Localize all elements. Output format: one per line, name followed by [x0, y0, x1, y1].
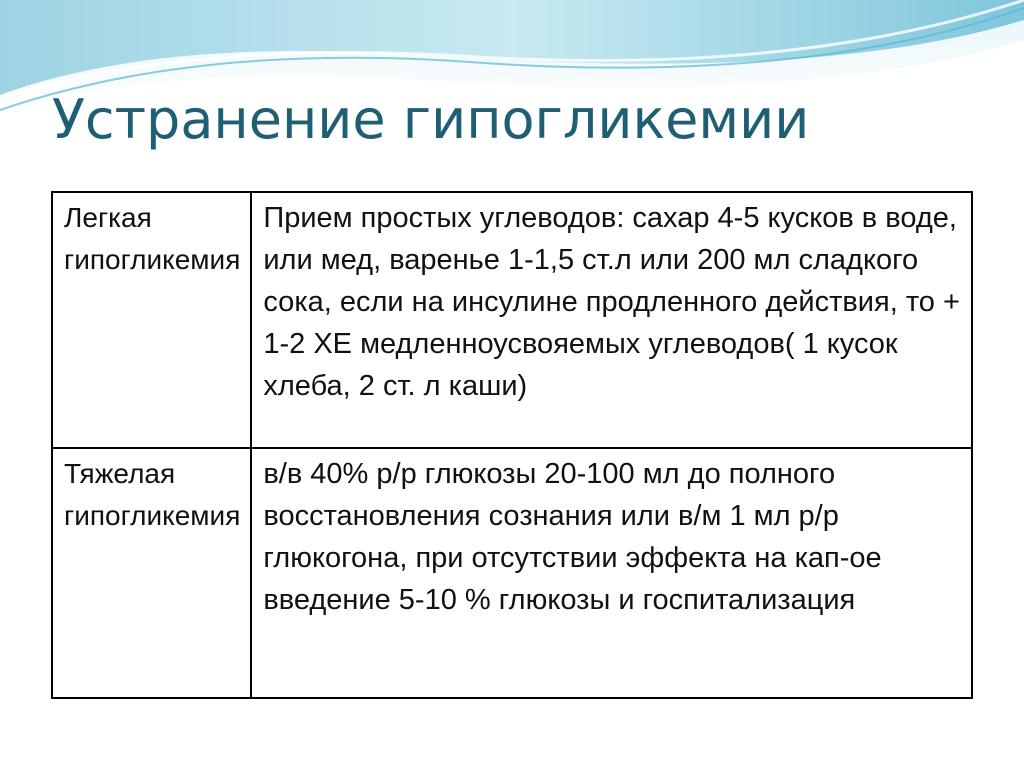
hypoglycemia-table [51, 191, 973, 699]
row-label-mild: Легкая гипогликемия [52, 192, 251, 448]
page-title: Устранение гипогликемии [52, 88, 810, 151]
row-description-severe: в/в 40% р/р глюкозы 20-100 мл до полного восстановления сознания или в/м 1 мл р/р глюкогона, при отсутствии эффекта на кап-ое введение 5-10 % глюкозы и госпитализация [251, 448, 972, 698]
content-table-container [51, 191, 973, 699]
table-row-mild [52, 192, 972, 448]
table-row-severe [52, 448, 972, 698]
row-description-mild: Прием простых углеводов: сахар 4-5 кусков в воде, или мед, варенье 1-1,5 ст.л или 200 мл сладкого сока, если на инсулине продленного действия, то + 1-2 ХЕ медленноусвояемых углеводов( 1 кусок хлеба, 2 ст. л каши) [251, 192, 972, 448]
row-label-severe: Тяжелая гипогликемия [52, 448, 251, 698]
